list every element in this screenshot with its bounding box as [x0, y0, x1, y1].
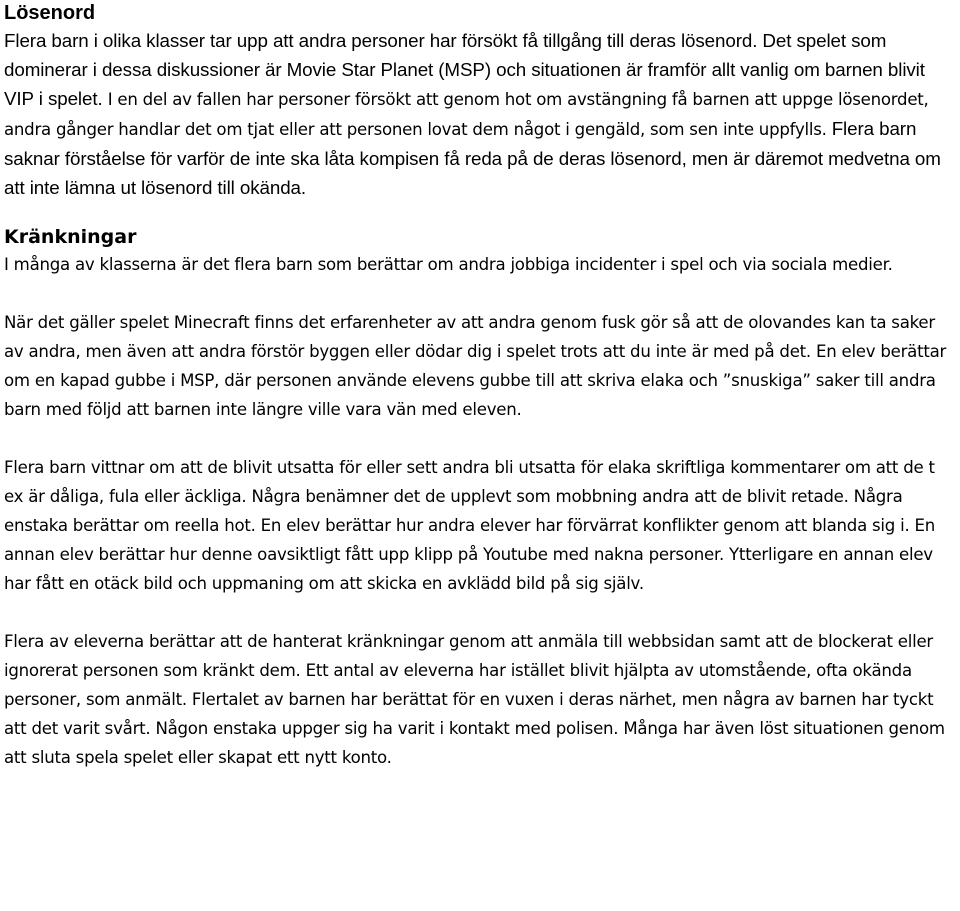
paragraph-minecraft: När det gäller spelet Minecraft finns det erfarenheter av att andra genom fusk gör så att de olovandes kan ta saker av andra, men även att andra förstör byggen eller dödar dig i spelet trots att du inte är med på det. En elev berättar om en kapad gubbe i MSP, där personen använde elevens gubbe till att skriva elaka och ”snuskiga” saker till andra barn med följd att barnen inte längre ville vara vän med eleven. — [4, 313, 947, 419]
paragraph-losenord-part-c: Flera barn saknar förståelse för varför de inte ska låta kompisen få reda på de deras lösenord, men är däremot medvetna om att inte lämna ut lösenord till okända. — [4, 118, 941, 198]
section-heading-krankningar: Kränkningar — [4, 226, 137, 248]
paragraph-kommentarer: Flera barn vittnar om att de blivit utsatta för eller sett andra bli utsatta för elaka skriftliga kommentarer om att de t ex är dåliga, fula eller äckliga. Några benämner det de upplevt som mobbning andra att de blivit retade. Några enstaka berättar om reella hot. En elev berättar hur andra elever har förvärrat konflikter genom att blanda sig i. En annan elev berättar hur denne oavsiktligt fått upp klipp på Youtube med nakna personer. Ytterligare en annan elev har fått en otäck bild och uppmaning om att skicka en avklädd bild på sig själv. — [4, 458, 935, 593]
spacer — [4, 424, 956, 453]
section-heading-losenord: Lösenord — [4, 2, 96, 24]
paragraph-losenord — [4, 26, 956, 202]
paragraph-losenord-part-b: I en del av fallen har personer försökt att genom hot om avstängning få barnen att uppge lösenordet, andra gånger handlar det om tjat eller att personen lovat dem något i gengäld, som sen inte uppfylls. — [4, 90, 929, 139]
spacer — [4, 279, 956, 308]
paragraph-krankningar-intro: I många av klasserna är det flera barn som berättar om andra jobbiga incidenter i spel och via sociala medier. — [4, 255, 893, 274]
paragraph-hantering: Flera av eleverna berättar att de hanterat kränkningar genom att anmäla till webbsidan samt att de blockerat eller ignorerat personen som kränkt dem. Ett antal av eleverna har istället blivit hjälpta av utomstående, ofta okända personer, som anmält. Flertalet av barnen har berättat för en vuxen i deras närhet, men några av barnen har tyckt att det varit svårt. Någon enstaka uppger sig ha varit i kontakt med polisen. Många har även löst situationen genom att sluta spela spelet eller skapat ett nytt konto. — [4, 632, 945, 767]
spacer — [4, 598, 956, 627]
spacer — [4, 202, 956, 224]
paragraph-losenord-part-a: Flera barn i olika klasser tar upp att andra personer har försökt få tillgång till deras lösenord. Det spelet som dominerar i dessa diskussioner är Movie Star Planet (MSP) och situationen är framför allt vanlig om barnen blivit VIP i spelet. — [4, 30, 925, 109]
